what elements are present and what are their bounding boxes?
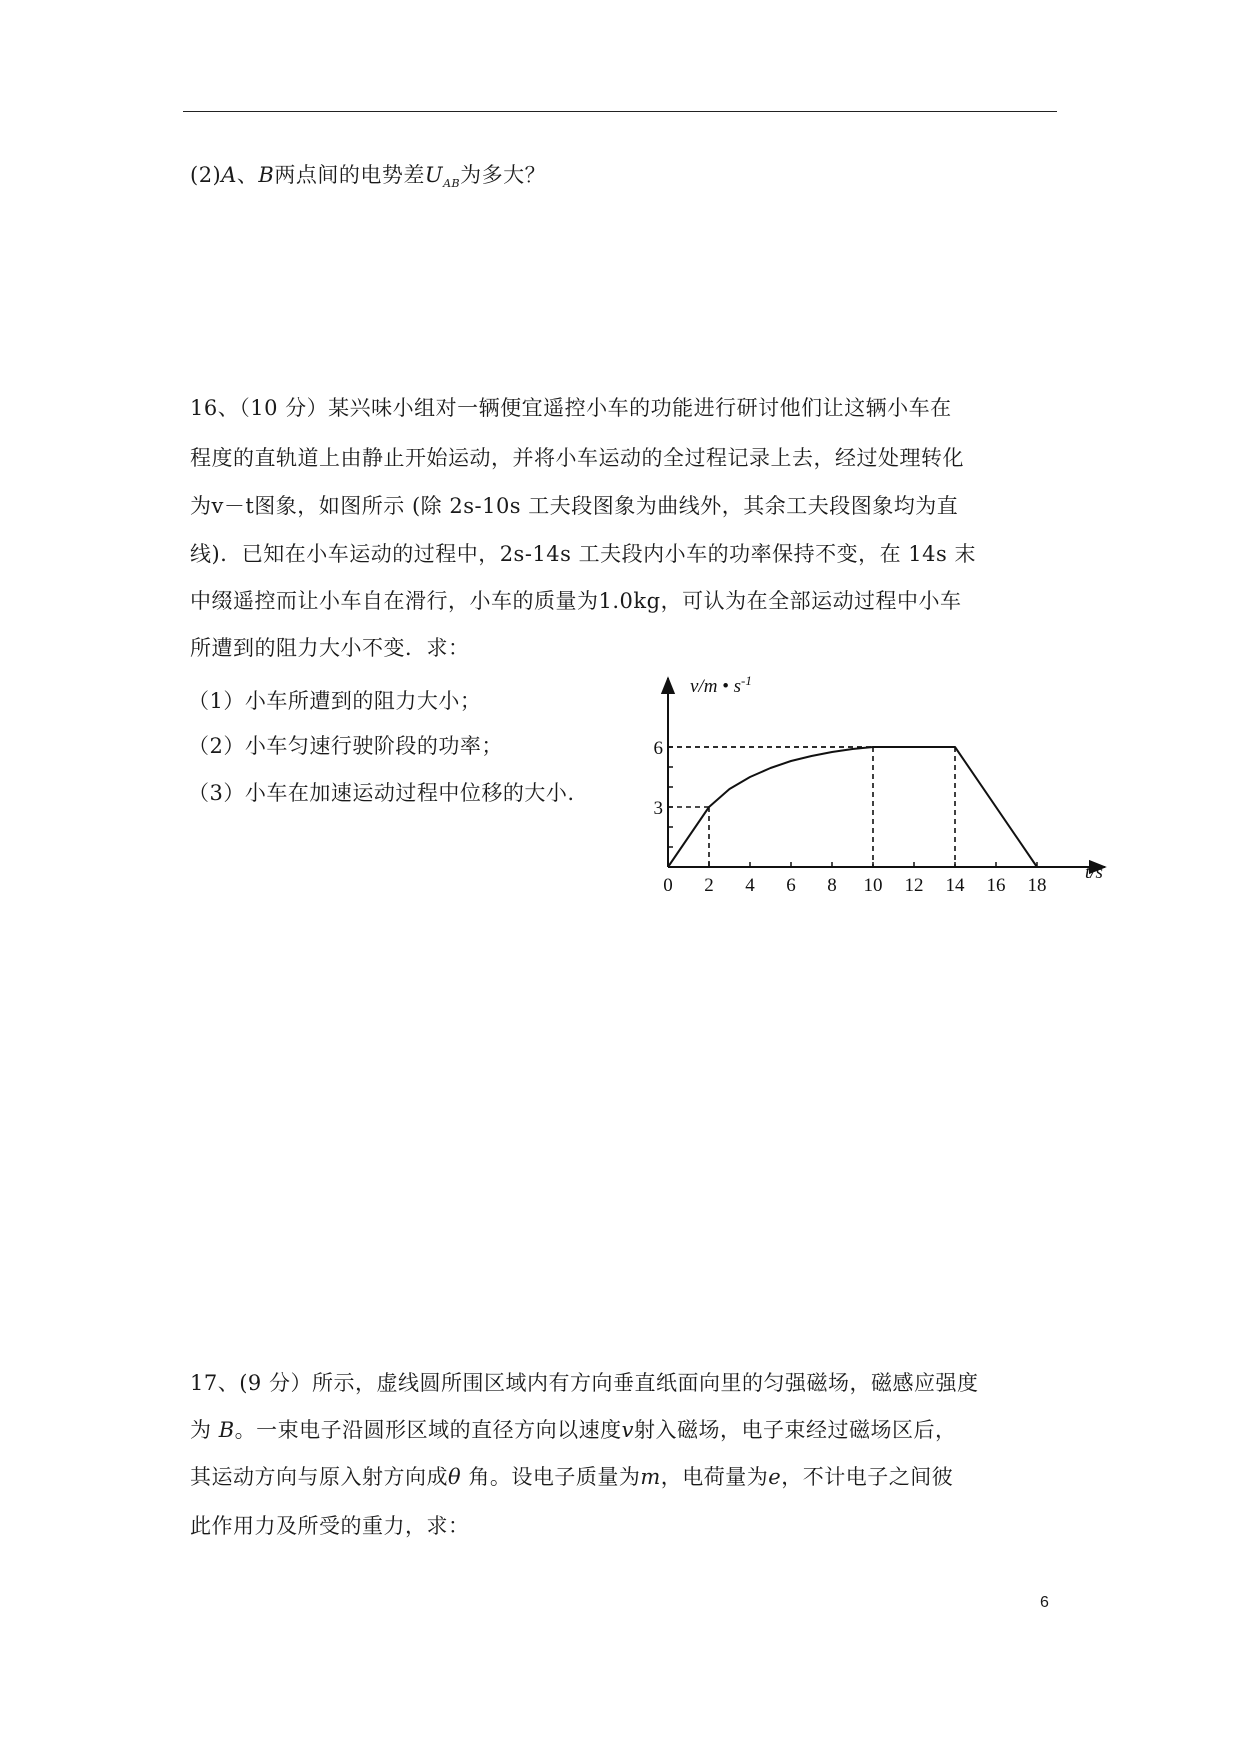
q16-question-3: （3）小车在加速运动过程中位移的大小. [188,781,575,805]
x-tick-label-18: 18 [1027,875,1047,896]
q16-question-2: （2）小车匀速行驶阶段的功率； [188,734,503,758]
series-line-0 [668,747,1037,867]
q17-line-1: 17、(9 分）所示，虚线圆所围区域内有方向垂直纸面向里的匀强磁场，磁感应强度 [190,1371,979,1395]
x-tick-label-4: 4 [745,875,755,896]
q16-question-1: （1）小车所遭到的阻力大小； [188,689,482,713]
q16-line-3: 为v－t图象，如图所示 (除 2s-10s 工夫段图象为曲线外，其余工夫段图象均为直 [190,494,959,518]
x-tick-label-12: 12 [904,875,924,896]
q15-part2: (2)A、B两点间的电势差$U_{AB}$为多大？ [190,163,547,190]
q17-line-4: 此作用力及所受的重力，求： [190,1514,470,1538]
q16-line-5: 中缀遥控而让小车自在滑行，小车的质量为1.0kg，可认为在全部运动过程中小车 [190,589,962,613]
y-tick-label-3: 3 [653,798,663,819]
header-rule [183,111,1057,112]
x-tick-label-8: 8 [827,875,837,896]
y-tick-label-6: 6 [653,738,663,759]
x-tick-label-14: 14 [945,875,965,896]
q16-line-2: 程度的直轨道上由静止开始运动，并将小车运动的全过程记录上去，经过处理转化 [190,446,964,470]
q17-line-3: 其运动方向与原入射方向成θ 角。设电子质量为m，电荷量为e，不计电子之间彼 [190,1465,954,1489]
x-tick-label-6: 6 [786,875,796,896]
x-tick-label-2: 2 [704,875,714,896]
q16-line-6: 所遭到的阻力大小不变．求： [190,636,470,660]
page-number: 6 [1040,1594,1049,1611]
x-axis-label: t/s [1085,862,1103,883]
q16-line-1: 16、（10 分）某兴味小组对一辆便宜遥控小车的功能进行研讨他们让这辆小车在 [190,396,952,420]
q16-line-4: 线)．已知在小车运动的过程中，2s-14s 工夫段内小车的功率保持不变，在 14s 末 [190,542,976,566]
x-tick-label-10: 10 [863,875,883,896]
q17-line-2: 为 B。一束电子沿圆形区域的直径方向以速度v射入磁场，电子束经过磁场区后， [190,1418,957,1442]
x-tick-label-16: 16 [986,875,1006,896]
y-axis-label: v/m • $s^{-1}$ [690,673,752,697]
vt-chart [655,670,1115,910]
x-tick-label-0: 0 [663,875,673,896]
